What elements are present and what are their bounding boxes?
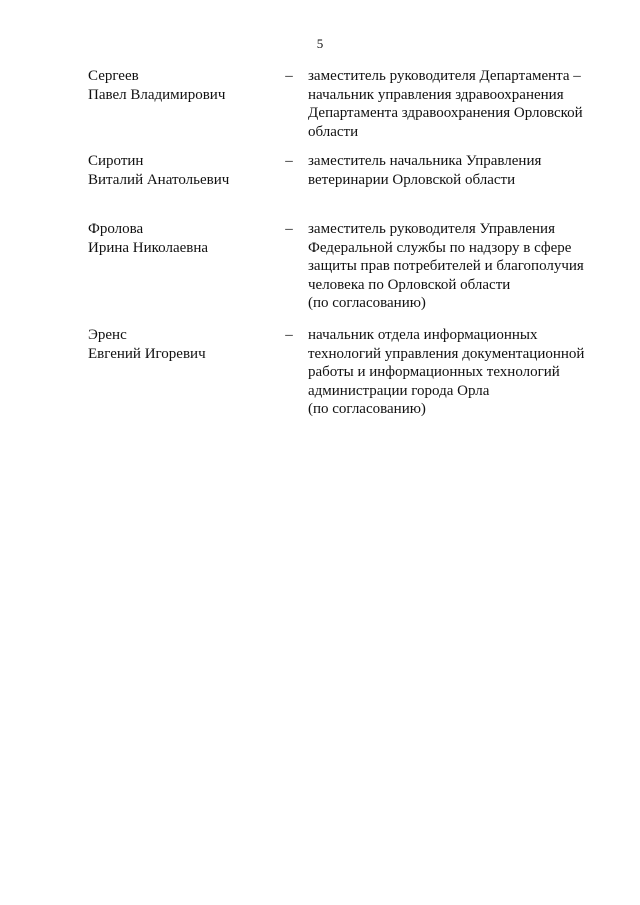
description-line: (по согласованию) — [308, 401, 426, 417]
position-description — [308, 152, 598, 189]
person-name — [88, 220, 268, 257]
description-line: человека по Орловской области — [308, 276, 511, 293]
dash-separator: – — [285, 327, 293, 343]
dash-separator: – — [285, 68, 293, 84]
description-line: заместитель руководителя Департамента – — [308, 68, 581, 84]
description-line: Департамента здравоохранения Орловской — [308, 105, 583, 121]
person-name — [88, 152, 268, 189]
given-names: Павел Владимирович — [88, 86, 226, 103]
person-name — [88, 67, 268, 104]
description-line: начальник управления здравоохранения — [308, 86, 564, 103]
dash-separator: – — [285, 221, 293, 237]
given-names: Евгений Игоревич — [88, 345, 206, 362]
surname: Фролова — [88, 221, 144, 237]
description-line: начальник отдела информационных — [308, 327, 538, 343]
surname: Эренс — [88, 327, 127, 343]
dash-separator: – — [285, 153, 293, 169]
description-line: технологий управления документационной — [308, 345, 585, 362]
description-line: работы и информационных технологий — [308, 364, 560, 380]
description-line: Федеральной службы по надзору в сфере — [308, 239, 572, 256]
page-number: 5 — [316, 36, 324, 51]
given-names: Ирина Николаевна — [88, 239, 209, 256]
given-names: Виталий Анатольевич — [88, 171, 230, 188]
description-line: заместитель руководителя Управления — [308, 221, 555, 237]
position-description — [308, 67, 598, 141]
surname: Сергеев — [88, 68, 139, 84]
description-line: заместитель начальника Управления — [308, 153, 542, 169]
description-line: (по согласованию) — [308, 295, 426, 311]
description-line: области — [308, 123, 359, 140]
surname: Сиротин — [88, 153, 144, 169]
position-description — [308, 220, 598, 313]
description-line: ветеринарии Орловской области — [308, 171, 516, 188]
position-description — [308, 326, 598, 419]
description-line: защиты прав потребителей и благополучия — [308, 258, 584, 274]
person-name — [88, 326, 268, 363]
description-line: администрации города Орла — [308, 382, 490, 399]
